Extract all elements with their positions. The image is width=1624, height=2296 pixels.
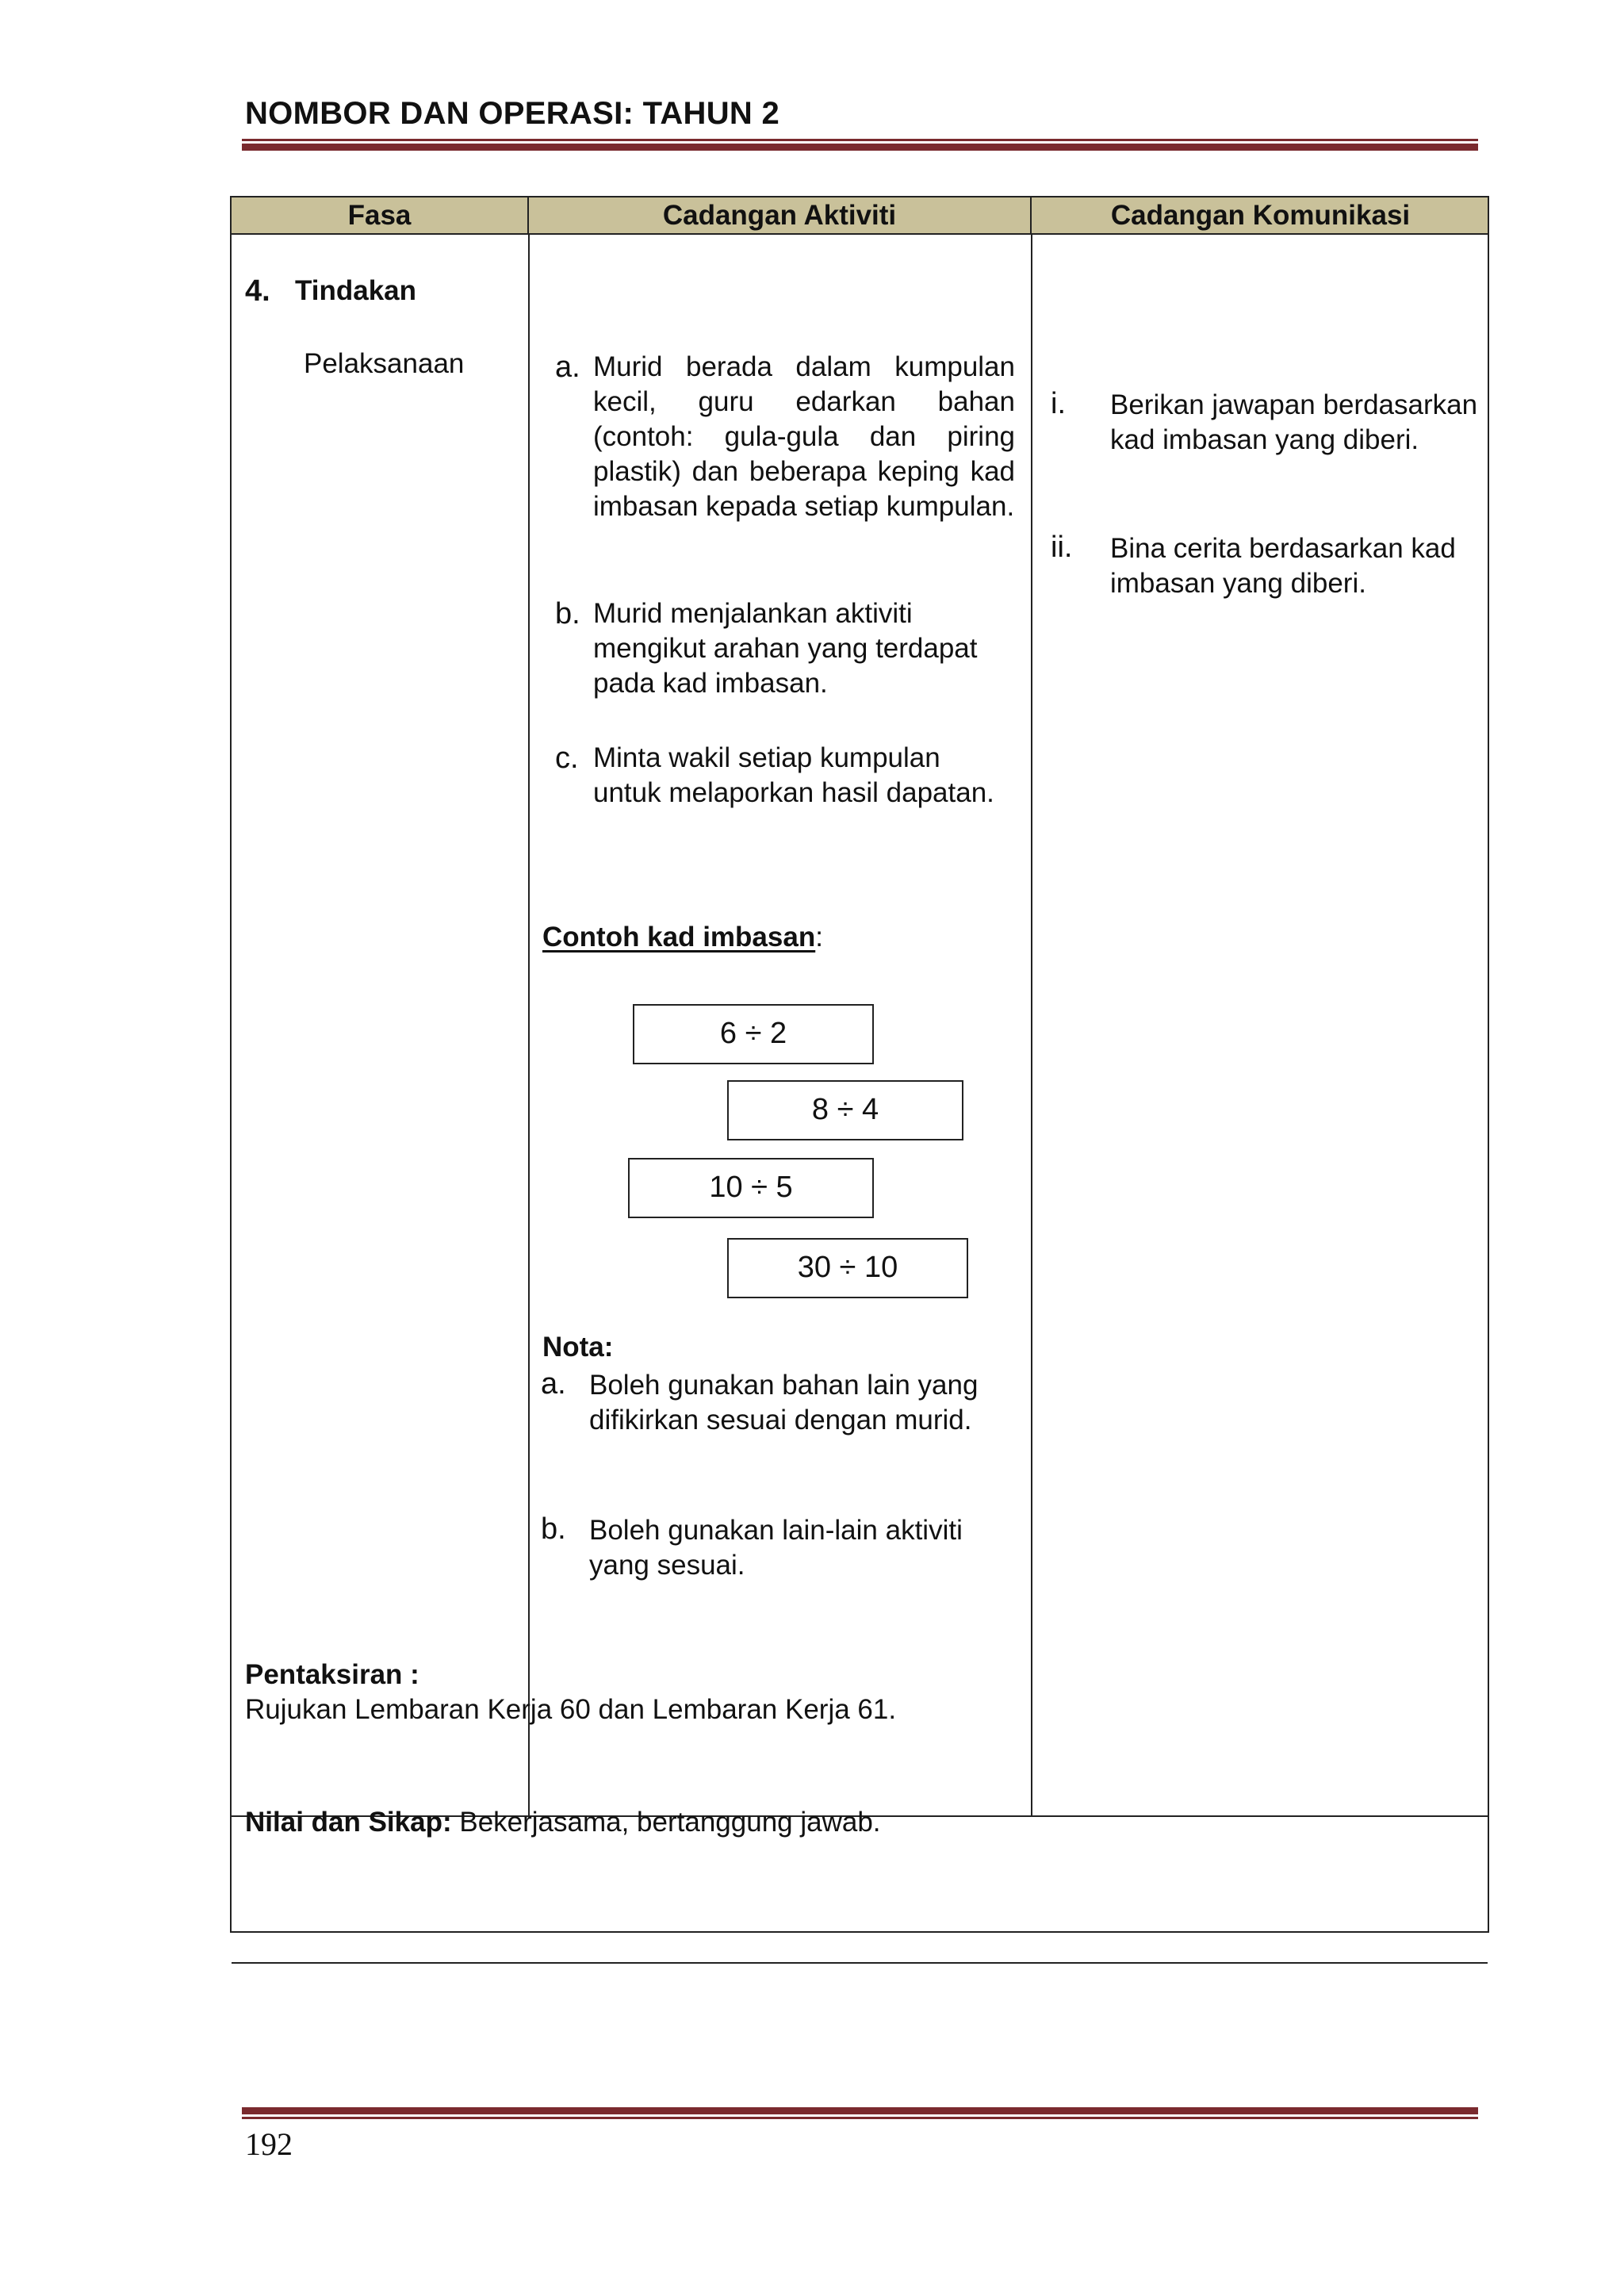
pentaksiran-text: Rujukan Lembaran Kerja 60 dan Lembaran Kerja 61.	[245, 1694, 897, 1725]
column-header-aktiviti: Cadangan Aktiviti	[529, 197, 1032, 233]
fasa-subtitle: Pelaksanaan	[304, 348, 465, 379]
list-marker: a.	[555, 351, 580, 384]
nota-item-a: Boleh gunakan bahan lain yang difikirkan sesuai dengan murid.	[589, 1370, 979, 1435]
list-marker: b.	[555, 597, 580, 631]
list-marker: ii.	[1051, 531, 1073, 564]
list-marker: a.	[541, 1367, 566, 1401]
contoh-kad-colon: :	[815, 922, 823, 953]
page-header-title: NOMBOR DAN OPERASI: TAHUN 2	[245, 96, 780, 131]
pentaksiran-label: Pentaksiran :	[245, 1659, 419, 1690]
flash-card: 6 ÷ 2	[633, 1004, 874, 1064]
flash-card: 30 ÷ 10	[727, 1238, 968, 1298]
komunikasi-item-ii: Bina cerita berdasarkan kad imbasan yang diberi.	[1110, 533, 1456, 599]
komunikasi-item-i: Berikan jawapan berdasarkan kad imbasan yang diberi.	[1110, 389, 1478, 455]
list-marker: i.	[1051, 387, 1066, 420]
fasa-number: 4.	[245, 274, 270, 308]
header-rule	[242, 139, 1478, 151]
flash-card: 8 ÷ 4	[727, 1080, 963, 1140]
activity-item-a: Murid berada dalam kumpulan kecil, guru edarkan bahan (contoh: gula-gula dan piring plastik) dan beberapa keping kad imbasan kepada setiap kumpulan.	[593, 351, 1015, 522]
fasa-title: Tindakan	[295, 275, 417, 306]
nota-label: Nota:	[542, 1332, 614, 1363]
contoh-kad-label	[542, 920, 823, 955]
list-marker: b.	[541, 1512, 566, 1546]
footer-rule	[242, 2107, 1478, 2119]
row-divider	[232, 1962, 1488, 1964]
column-header-komunikasi: Cadangan Komunikasi	[1110, 200, 1411, 231]
list-marker: c.	[555, 742, 579, 775]
page-number: 192	[245, 2126, 293, 2162]
column-divider	[528, 233, 530, 1816]
flash-card: 10 ÷ 5	[628, 1158, 874, 1218]
column-header-fasa: Fasa	[232, 197, 529, 233]
nilai-sikap-text: Bekerjasama, bertanggung jawab.	[451, 1807, 881, 1838]
activity-item-c: Minta wakil setiap kumpulan untuk melaporkan hasil dapatan.	[593, 742, 994, 808]
table-header-row	[232, 197, 1488, 235]
contoh-kad-label-text: Contoh kad imbasan	[542, 922, 816, 953]
nota-item-b: Boleh gunakan lain-lain aktiviti yang sesuai.	[589, 1515, 963, 1581]
nilai-sikap-label: Nilai dan Sikap:	[245, 1807, 452, 1838]
nilai-sikap	[245, 1805, 881, 1840]
activity-item-b: Murid menjalankan aktiviti mengikut arahan yang terdapat pada kad imbasan.	[593, 598, 978, 699]
column-divider	[1031, 233, 1032, 1816]
